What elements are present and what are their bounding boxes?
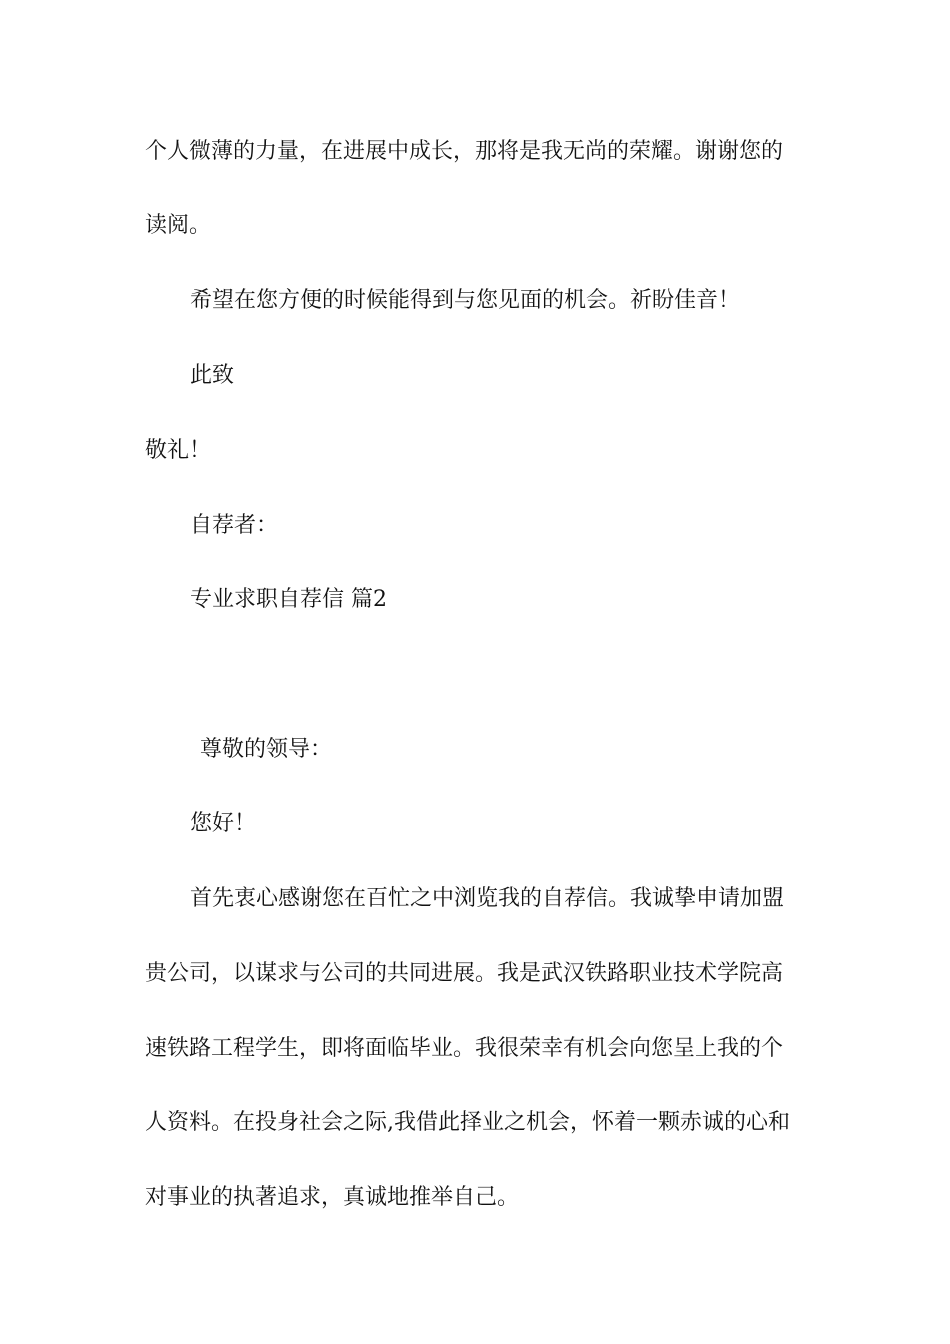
paragraph-line: 读阅。 <box>145 213 212 238</box>
paragraph-line: 首先衷心感谢您在百忙之中浏览我的自荐信。我诚挚申请加盟 <box>190 886 785 911</box>
closing-salutation: 此致 <box>190 363 235 388</box>
paragraph-line: 个人微薄的力量，在进展中成长，那将是我无尚的荣耀。谢谢您的 <box>145 139 784 164</box>
signature-label: 自荐者： <box>190 513 279 538</box>
greeting: 您好！ <box>190 811 257 836</box>
paragraph-line: 贵公司，以谋求与公司的共同进展。我是武汉铁路职业技术学院高 <box>145 961 784 986</box>
paragraph-line: 速铁路工程学生，即将面临毕业。我很荣幸有机会向您呈上我的个 <box>145 1036 784 1061</box>
paragraph-line: 人资料。在投身社会之际,我借此择业之机会，怀着一颗赤诚的心和 <box>145 1110 790 1135</box>
greeting-salutation: 尊敬的领导： <box>200 737 333 762</box>
section-title: 专业求职自荐信 篇2 <box>190 587 387 612</box>
closing-regards: 敬礼！ <box>145 438 212 463</box>
paragraph-line: 希望在您方便的时候能得到与您见面的机会。祈盼佳音！ <box>190 288 741 313</box>
paragraph-line: 对事业的执著追求，真诚地推举自己。 <box>145 1185 520 1210</box>
